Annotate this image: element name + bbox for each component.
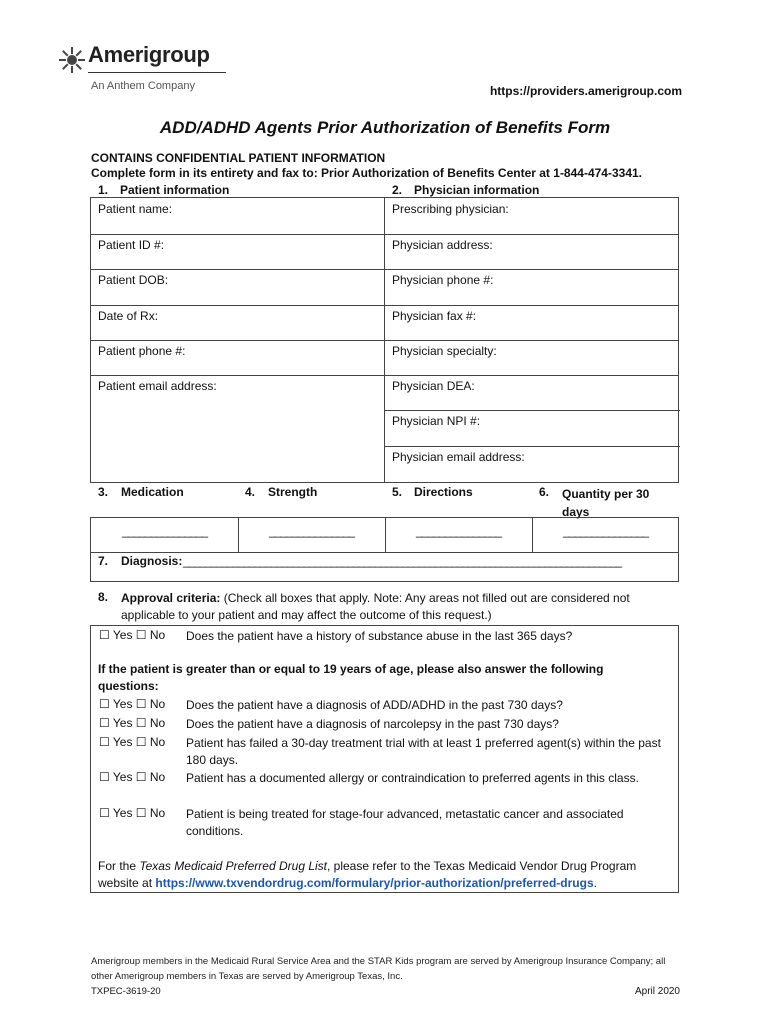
pdl-prefix: For the: [98, 859, 140, 873]
brand-name: Amerigroup: [88, 42, 210, 67]
row-divider: [91, 269, 678, 270]
column-divider: [385, 518, 386, 552]
pdl-reference: [98, 858, 673, 892]
form-code: TXPEC-3619-20: [91, 986, 161, 997]
allergy-question: Patient has a documented allergy or contraindication to preferred agents in this class.: [186, 771, 639, 785]
section-2-heading: Physician information: [414, 183, 540, 197]
diagnosis-field[interactable]: ________________________________________________________________________________: [183, 554, 621, 568]
physician-phone-field[interactable]: Physician phone #:: [392, 273, 494, 287]
sun-burst-icon: [58, 46, 86, 74]
pdl-name: Texas Medicaid Preferred Drug List: [139, 859, 327, 873]
narcolepsy-yes-no[interactable]: ☐ Yes ☐ No: [99, 716, 166, 730]
column-divider: [238, 518, 239, 552]
medication-table: [90, 517, 679, 553]
approval-note: (Check all boxes that apply. Note: Any areas not filled out are considered not applicable to your patient and may affect the outcome of this request.): [121, 591, 630, 622]
section-2-number: 2.: [392, 183, 403, 197]
patient-physician-table: [90, 197, 679, 483]
patient-id-field[interactable]: Patient ID #:: [98, 238, 165, 252]
form-title: ADD/ADHD Agents Prior Authorization of Benefits Form: [159, 118, 611, 137]
quantity-heading: Quantity per 30 days: [562, 487, 650, 519]
substance-abuse-yes-no[interactable]: ☐ Yes ☐ No: [99, 628, 166, 642]
medication-heading: Medication: [121, 485, 184, 499]
pdl-link[interactable]: https://www.txvendordrug.com/formulary/prior-authorization/preferred-drugs: [155, 876, 594, 890]
medication-field[interactable]: _______________: [122, 524, 208, 538]
row-divider: [91, 234, 678, 235]
allergy-yes-no[interactable]: ☐ Yes ☐ No: [99, 770, 166, 784]
pdl-middle: , please refer to the Texas Medicaid Vendor Drug Program website at: [98, 859, 637, 890]
row-divider: [384, 410, 680, 411]
confidential-notice: CONTAINS CONFIDENTIAL PATIENT INFORMATION: [91, 151, 386, 165]
column-divider: [532, 518, 533, 552]
amerigroup-logo: [58, 44, 238, 96]
cancer-yes-no[interactable]: ☐ Yes ☐ No: [99, 806, 166, 820]
pdl-end: .: [593, 876, 597, 890]
fax-instructions: Complete form in its entirety and fax to: Prior Authorization of Benefits Center at 1-844-474-3341.: [91, 166, 642, 180]
adhd-diagnosis-yes-no[interactable]: ☐ Yes ☐ No: [99, 697, 166, 711]
approval-number: 8.: [98, 590, 109, 604]
date-of-rx-field[interactable]: Date of Rx:: [98, 309, 159, 323]
section-1-number: 1.: [98, 183, 109, 197]
brand-tagline: An Anthem Company: [91, 80, 195, 92]
logo-divider: [88, 72, 226, 73]
physician-specialty-field[interactable]: Physician specialty:: [392, 344, 497, 358]
section-1-heading: Patient information: [120, 183, 230, 197]
physician-npi-field[interactable]: Physician NPI #:: [392, 414, 481, 428]
quantity-field[interactable]: _______________: [563, 524, 649, 538]
medication-number: 3.: [98, 485, 109, 499]
strength-field[interactable]: _______________: [269, 524, 355, 538]
physician-address-field[interactable]: Physician address:: [392, 238, 493, 252]
strength-heading: Strength: [268, 485, 318, 499]
directions-number: 5.: [392, 485, 403, 499]
strength-number: 4.: [245, 485, 256, 499]
adhd-diagnosis-question: Does the patient have a diagnosis of ADD/ADHD in the past 730 days?: [186, 698, 563, 712]
row-divider: [384, 446, 680, 447]
directions-heading: Directions: [414, 485, 473, 499]
physician-dea-field[interactable]: Physician DEA:: [392, 379, 475, 393]
row-divider: [91, 305, 678, 306]
approval-criteria-box: [90, 625, 679, 893]
approval-instructions: [121, 590, 676, 624]
directions-field[interactable]: _______________: [416, 524, 502, 538]
patient-dob-field[interactable]: Patient DOB:: [98, 273, 169, 287]
age-heading: If the patient is greater than or equal to 19 years of age, please also answer the following questions:: [98, 662, 604, 693]
failed-trial-yes-no[interactable]: ☐ Yes ☐ No: [99, 735, 166, 749]
patient-phone-field[interactable]: Patient phone #:: [98, 344, 186, 358]
cancer-question: Patient is being treated for stage-four advanced, metastatic cancer and associated conditions.: [186, 807, 624, 838]
diagnosis-label: Diagnosis:: [121, 554, 183, 568]
patient-email-field[interactable]: Patient email address:: [98, 379, 217, 393]
failed-trial-question: Patient has failed a 30-day treatment trial with at least 1 preferred agent(s) within the past 180 days.: [186, 736, 661, 767]
diagnosis-number: 7.: [98, 554, 109, 568]
physician-fax-field[interactable]: Physician fax #:: [392, 309, 477, 323]
patient-name-field[interactable]: Patient name:: [98, 202, 173, 216]
form-date: April 2020: [634, 986, 680, 997]
physician-email-field[interactable]: Physician email address:: [392, 450, 525, 464]
row-divider: [91, 340, 678, 341]
row-divider: [91, 375, 678, 376]
approval-label: Approval criteria:: [121, 591, 221, 605]
quantity-number: 6.: [539, 485, 550, 499]
diagnosis-row: [90, 552, 679, 582]
narcolepsy-question: Does the patient have a diagnosis of narcolepsy in the past 730 days?: [186, 717, 559, 731]
prescribing-physician-field[interactable]: Prescribing physician:: [392, 202, 509, 216]
provider-url[interactable]: https://providers.amerigroup.com: [489, 84, 682, 98]
substance-abuse-question: Does the patient have a history of substance abuse in the last 365 days?: [186, 629, 573, 643]
footer-disclaimer: Amerigroup members in the Medicaid Rural Service Area and the STAR Kids program are served by Amerigroup Insurance Company; all other Amerigroup members in Texas are served by Amerigroup Texas, Inc.: [91, 956, 666, 982]
